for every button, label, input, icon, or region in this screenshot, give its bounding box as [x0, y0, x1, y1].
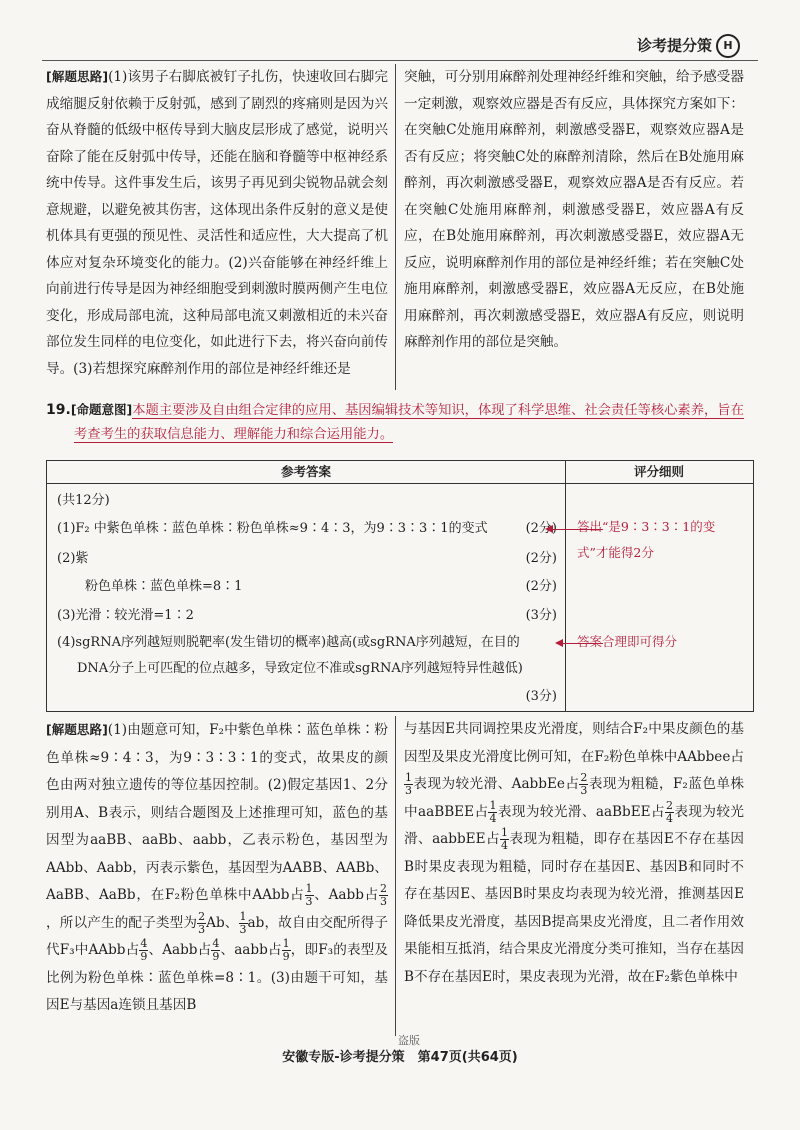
header-answer: 参考答案	[280, 464, 331, 479]
frac-den: 9	[212, 950, 220, 963]
answer-4-line1: (4)sgRNA序列越短则脱靶率(发生错切的概率)越高(或sgRNA序列越短，在目的	[57, 635, 520, 650]
brand-header	[637, 34, 740, 58]
fraction-4-9b	[211, 938, 220, 963]
brand-logo-icon: H	[716, 34, 740, 58]
bottom-right-text-1: 与基因E共同调控果皮光滑度，则结合F₂中果皮颜色的基因型及果皮光滑度比例可知，在F₂粉色单株中AAbbee占	[404, 721, 744, 765]
frac-num: 2	[380, 882, 388, 895]
answer-2a-points: (2分)	[525, 551, 557, 566]
answer-2b-points: (2分)	[525, 579, 557, 594]
intent-text-b: 考查考生的获取信息能力、理解能力和综合运用能力。	[74, 427, 394, 442]
answer-1-points: (2分)	[525, 521, 557, 536]
frac-num: 1	[405, 771, 412, 784]
page-footer: 安徽专版-诊考提分策 第47页(共64页)	[282, 1050, 518, 1065]
frac-num: 1	[305, 882, 313, 895]
bottom-left-text-7: 、aabb占	[220, 942, 282, 958]
answer-1: (1)F₂ 中紫色单株∶蓝色单株∶粉色单株≈9∶4∶3，为9∶3∶3∶1的变式	[57, 521, 488, 536]
top-right-column	[404, 64, 744, 356]
bottom-left-text-3: ，所以产生的配子类型为	[46, 914, 198, 931]
fraction-2-3b	[197, 911, 206, 936]
bottom-right-text-4: 表现为较光滑、aaBbEE占	[497, 803, 666, 820]
column-divider	[395, 64, 396, 390]
answer-3: (3)光滑∶较光滑=1∶2	[57, 608, 194, 623]
frac-num: 2	[666, 798, 674, 812]
bottom-right-text-2: 表现为较光滑、AabbEe占	[413, 776, 580, 792]
frac-den: 3	[305, 895, 313, 908]
answer-2a: (2)紫	[57, 551, 89, 566]
column-divider-2	[395, 716, 396, 1036]
frac-den: 3	[239, 922, 247, 936]
question-19-intent	[46, 398, 752, 447]
header-rule	[42, 60, 758, 61]
frac-num: 2	[580, 771, 588, 784]
bottom-left-text-1: (1)由题意可知，F₂中紫色单株∶蓝色单株∶粉色单株≈9∶4∶3，为9∶3∶3∶1的变式，故果皮的颜色由两对独立遗传的等位基因控制。(2)假定基因1、2分别用A、B表示，则结合题图及上述推理可知，蓝色的基因型为aaBB、aaBb、aabb，乙表示粉色，基因型为AAbb、Aabb，丙表示紫色，基因型为AABB、AABb、AaBB、AaBb，在F₂粉色单株中AAbb占	[46, 722, 388, 903]
fraction-r-1-4b	[500, 827, 509, 852]
header-rubric: 评分细则	[633, 464, 684, 479]
rubric-2: 答案合理即可得分	[577, 634, 678, 649]
watermark: 盗版	[398, 1034, 420, 1047]
fraction-2-3	[379, 883, 388, 908]
frac-num: 1	[239, 909, 247, 923]
frac-den: 9	[282, 950, 290, 963]
frac-den: 3	[405, 784, 412, 797]
brand-title: 诊考提分策	[636, 36, 712, 55]
fraction-1-9	[282, 938, 291, 963]
answer-3-points: (3分)	[525, 608, 557, 623]
frac-num: 2	[198, 909, 206, 923]
frac-den: 9	[140, 950, 148, 963]
frac-den: 4	[489, 811, 497, 825]
frac-den: 3	[380, 895, 388, 908]
fraction-4-9	[139, 938, 148, 963]
bottom-left-text-5: ab，故自由交配所得子代F₃中AAbb占	[46, 914, 388, 958]
answer-4-points: (3分)	[525, 689, 557, 704]
frac-num: 1	[282, 937, 290, 950]
frac-num: 4	[140, 937, 148, 950]
frac-den: 3	[580, 784, 588, 797]
answer-2b: 粉色单株∶蓝色单株=8∶1	[85, 579, 243, 594]
top-right-text: 突触，可分别用麻醉剂处理神经纤维和突触，给予感受器一定刺激，观察效应器是否有反应，具体探究方案如下：在突触C处施用麻醉剂，刺激感受器E，观察效应器A是否有反应；将突触C处的麻醉剂清除，然后在B处施用麻醉剂，再次刺激感受器E，观察效应器A是否有反应。若在突触C处施用麻醉剂，刺激感受器E，效应器A有反应，在B处施用麻醉剂，再次刺激感受器E，效应器A无反应，说明麻醉剂作用的部位是神经纤维；若在突触C处施用麻醉剂，刺激感受器E，效应器A无反应，在B处施用麻醉剂，再次刺激感受器E，效应器A有反应，则说明麻醉剂作用的部位是突触。	[404, 69, 744, 350]
bottom-left-text-2: 、Aabb占	[313, 887, 380, 903]
top-left-text: (1)该男子右脚底被钉子扎伤，快速收回右脚完成缩腿反射依赖于反射弧，感到了剧烈的疼痛则是因为兴奋从脊髓的低级中枢传导到大脑皮层形成了感觉，说明兴奋除了能在反射弧中传导，还能在脑和脊髓等中枢神经系统中传导。这件事发生后，该男子再见到尖锐物品就会刻意规避，以避免被其伤害，这体现出条件反射的意义是使机体具有更强的预见性、灵活性和适应性，大大提高了机体应对复杂环境变化的能力。(2)兴奋能够在神经纤维上向前进行传导是因为神经细胞受到刺激时膜两侧产生电位变化，形成局部电流，这种局部电流又刺激相近的未兴奋部位发生同样的电位变化，如此进行下去，将兴奋向前传导。(3)若想探究麻醉剂作用的部位是神经纤维还是	[46, 69, 388, 377]
intent-tag: [命题意图]	[70, 402, 133, 417]
frac-num: 4	[212, 937, 220, 950]
solution-tag: [解题思路]	[46, 69, 109, 84]
top-left-column	[46, 64, 388, 382]
frac-den: 3	[198, 922, 206, 936]
answer-total: (共12分)	[57, 493, 110, 508]
frac-den: 4	[501, 839, 509, 852]
fraction-1-3b	[239, 911, 248, 936]
bottom-left-text-8: ，即F₃的表型及比例为粉色单株∶蓝色单株=8∶1。(3)由题干可知，基因E与基因a连锁且基因B	[46, 942, 388, 1013]
frac-den: 4	[666, 811, 674, 825]
fraction-r-2-4	[665, 800, 674, 825]
answer-4-line2: DNA分子上可匹配的位点越多，导致定位不准或sgRNA序列越短特异性越低)	[77, 661, 523, 676]
bottom-left-text-6: 、Aabb占	[148, 942, 212, 958]
bottom-right-text-5: 表现为较光滑、aabbEE占	[404, 803, 745, 847]
solution-tag-2: [解题思路]	[46, 722, 108, 737]
answer-table	[46, 460, 754, 712]
frac-num: 1	[501, 826, 509, 839]
bottom-right-text-3: 表现为粗糙，F₂蓝色单株中aaBBEE占	[404, 776, 744, 820]
intent-text-a: 本题主要涉及自由组合定律的应用、基因编辑技术等知识，体现了科学思维、社会责任等核心素养，旨在	[132, 403, 744, 418]
rubric-1: 答出“是9∶3∶3∶1的变式”才能得2分	[577, 519, 716, 560]
fraction-r-1-3	[404, 772, 413, 797]
frac-num: 1	[489, 798, 497, 812]
question-number: 19.	[46, 402, 71, 418]
bottom-left-column	[46, 716, 388, 1020]
bottom-left-text-4: Ab、	[206, 914, 239, 931]
bottom-right-column	[404, 716, 744, 991]
fraction-1-3	[305, 883, 314, 908]
table-header	[47, 461, 753, 484]
bottom-right-text-6: 表现为粗糙，即存在基因E不存在基因B时果皮表现为粗糙，同时存在基因E、基因B和同时不存在基因E、基因B时果皮均表现为较光滑，推测基因E降低果皮光滑度，基因B提高果皮光滑度，且二者作用效果能相互抵消，结合果皮光滑度分类可推知，当存在基因B不存在基因E时，果皮表现为光滑，故在F₂紫色单株中	[404, 831, 744, 985]
